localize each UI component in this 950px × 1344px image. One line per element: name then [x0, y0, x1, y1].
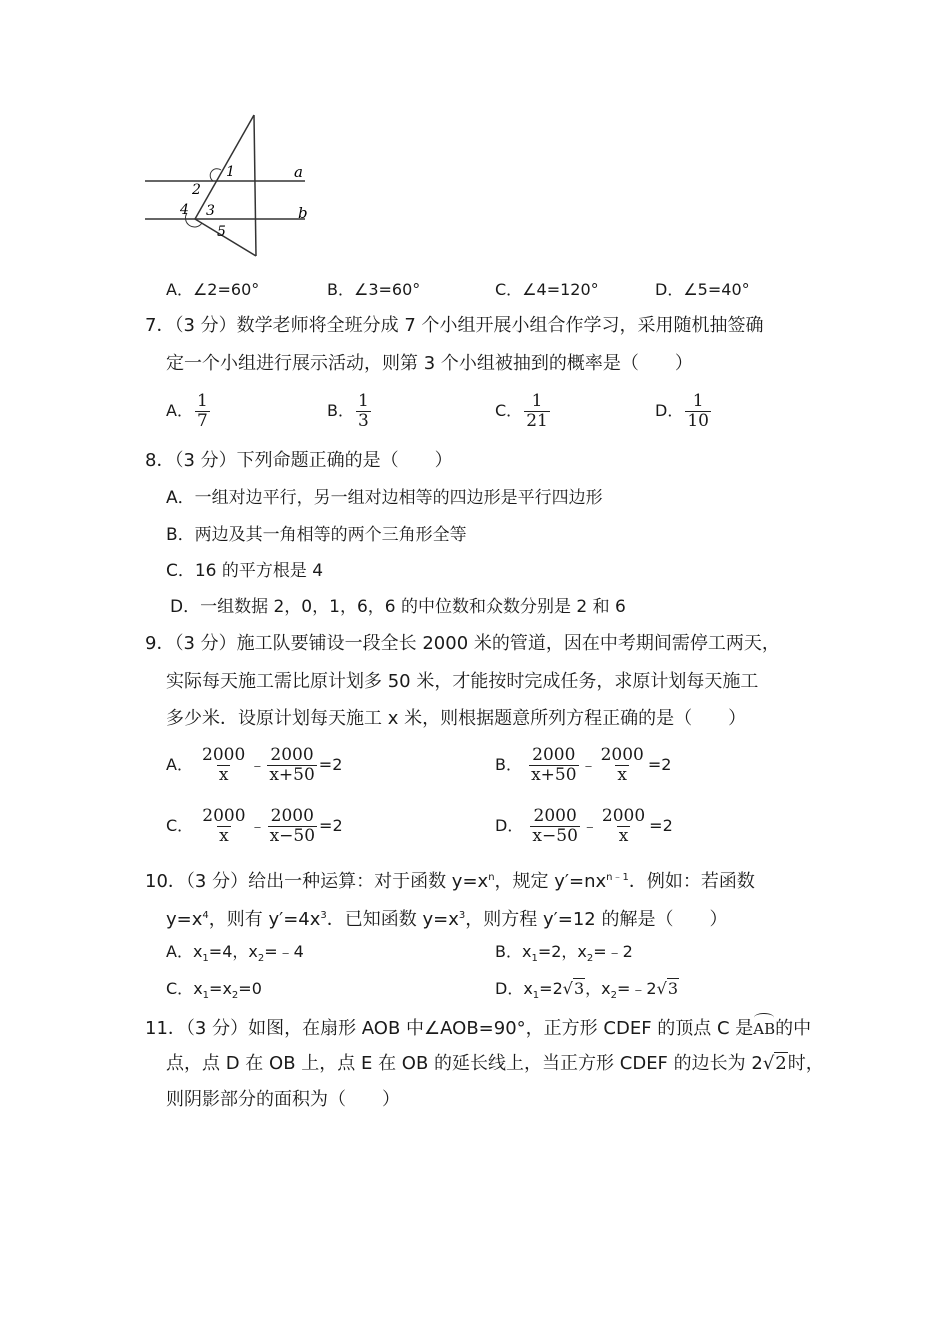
fraction: $\frac{2000}{x-50}$ [532, 806, 578, 846]
q9-option-d[interactable]: D． $\frac{2000}{x-50}$ ﹣ $\frac{2000}{x}$ =2 [495, 806, 673, 846]
q8-option-b[interactable]: B．两边及其一角相等的两个三角形全等 [166, 525, 467, 545]
label-3: 3 [206, 203, 215, 219]
q8-option-c[interactable]: C．16 的平方根是 4 [166, 561, 324, 581]
label-b: b [298, 204, 308, 222]
parallel-lines-figure [140, 110, 320, 262]
q11-stem-line1: 11．（3 分）如图，在扇形 AOB 中∠AOB=90°，正方形 CDEF 的顶点 C 是AB的中 [145, 1013, 811, 1041]
fraction: $\frac{1}{3}$ [357, 391, 369, 431]
fraction: $\frac{1}{7}$ [196, 391, 208, 431]
fraction: $\frac{2000}{x-50}$ [269, 806, 316, 846]
fraction: $\frac{2000}{x+50}$ [531, 745, 577, 785]
q11-stem-line3: 则阴影部分的面积为（ ） [166, 1089, 400, 1110]
q6-option-c[interactable]: C．∠4=120° [495, 280, 599, 299]
square-root: √3 [562, 979, 585, 998]
fraction: $\frac{2000}{x}$ [601, 806, 646, 846]
q6-option-a[interactable]: A．∠2=60° [166, 280, 260, 299]
label-2: 2 [192, 182, 201, 198]
q7-option-d[interactable]: D． $\frac{1}{10}$ [655, 391, 709, 431]
q7-option-c[interactable]: C． $\frac{1}{21}$ [495, 391, 548, 431]
q9-option-c[interactable]: C． $\frac{2000}{x}$ ﹣ $\frac{2000}{x-50}$ =2 [166, 806, 343, 846]
q10-option-c[interactable]: C．$x_1=x_2=0$ [166, 979, 262, 1002]
square-root: √3 [656, 979, 678, 998]
triangle-side-left [195, 115, 254, 219]
fraction: $\frac{2000}{x}$ [202, 745, 246, 785]
q10-stem-line1: 10．（3 分）给出一种运算：对于函数 $y=x^n$，规定 $y'=nx^{n﹣1}$．例如：若函数 [145, 871, 755, 892]
fraction: $\frac{1}{10}$ [687, 391, 709, 431]
q7-option-a[interactable]: A． $\frac{1}{7}$ [166, 391, 208, 431]
q7-option-b[interactable]: B． $\frac{1}{3}$ [327, 391, 369, 431]
q7-stem-line2: 定一个小组进行展示活动，则第 3 个小组被抽到的概率是（ ） [166, 353, 693, 374]
q8-stem: 8．（3 分）下列命题正确的是（ ） [145, 450, 453, 471]
q9-stem-line1: 9．（3 分）施工队要铺设一段全长 2000 米的管道，因在中考期间需停工两天， [145, 633, 780, 654]
q10-option-d[interactable]: D．$x_1=2√3$，$x_2=﹣2√3$ [495, 979, 678, 1002]
q10-option-a[interactable]: A．$x_1=4$，$x_2=﹣4$ [166, 942, 304, 965]
fraction: $\frac{2000}{x}$ [202, 806, 246, 846]
q9-stem-line2: 实际每天施工需比原计划多 50 米，才能按时完成任务，求原计划每天施工 [166, 671, 759, 692]
arc-ab: AB [753, 1013, 775, 1041]
q7-stem-line1: 7．（3 分）数学老师将全班分成 7 个小组开展小组合作学习，采用随机抽签确 [145, 315, 764, 336]
square-root: √2 [762, 1053, 787, 1074]
q9-option-a[interactable]: A． $\frac{2000}{x}$ ﹣ $\frac{2000}{x+50}$ =2 [166, 745, 343, 785]
q6-option-b[interactable]: B．∠3=60° [327, 280, 421, 299]
triangle-side-right [254, 115, 256, 256]
q10-option-b[interactable]: B．$x_1=2$，$x_2=﹣2$ [495, 942, 633, 965]
q11-stem-line2: 点，点 D 在 OB 上，点 E 在 OB 的延长线上，当正方形 CDEF 的边长为 2√2时， [166, 1053, 824, 1074]
label-a: a [294, 163, 303, 181]
q9-option-b[interactable]: B． $\frac{2000}{x+50}$ ﹣ $\frac{2000}{x}$ =2 [495, 745, 672, 785]
fraction: $\frac{2000}{x}$ [600, 745, 644, 785]
label-5: 5 [217, 224, 226, 240]
label-4: 4 [180, 202, 189, 218]
q8-option-d[interactable]: D．一组数据 2，0，1，6，6 的中位数和众数分别是 2 和 6 [170, 597, 626, 617]
q6-option-d[interactable]: D．∠5=40° [655, 280, 750, 299]
label-1: 1 [226, 164, 235, 180]
q9-stem-line3: 多少米．设原计划每天施工 x 米，则根据题意所列方程正确的是（ ） [166, 708, 747, 729]
q10-stem-line2: $y=x^4$，则有 $y'=4x^3$．已知函数 $y=x^3$，则方程 y′=12 的解是（ ） [166, 909, 728, 930]
q8-option-a[interactable]: A．一组对边平行，另一组对边相等的四边形是平行四边形 [166, 488, 603, 508]
fraction: $\frac{1}{21}$ [526, 391, 548, 431]
fraction: $\frac{2000}{x+50}$ [269, 745, 315, 785]
